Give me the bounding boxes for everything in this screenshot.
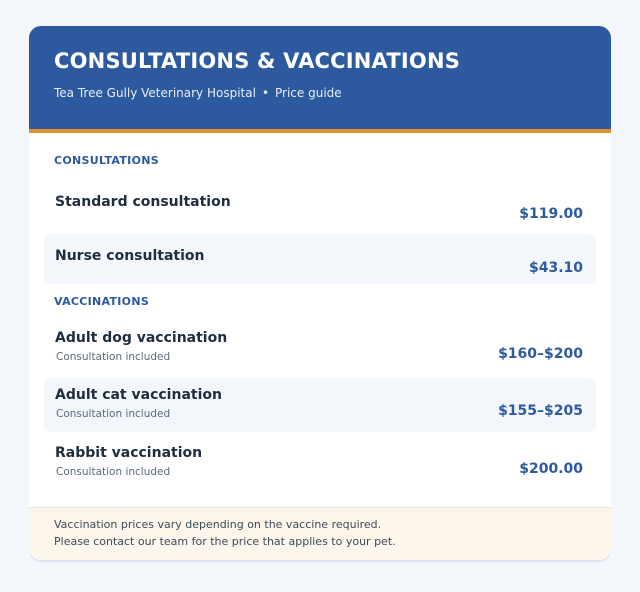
price-row-adult-cat-vaccination [44, 378, 596, 432]
guide-label: Price guide [275, 86, 342, 100]
hospital-name: Tea Tree Gully Veterinary Hospital [54, 86, 256, 100]
price-row-rabbit-vaccination [44, 436, 596, 490]
price-card [29, 26, 611, 560]
footer-line-1: Vaccination prices vary depending on the vaccine required. [54, 518, 382, 531]
card-header [29, 26, 611, 133]
subtitle [54, 85, 611, 101]
item-price: $155–$205 [498, 403, 583, 419]
price-row-nurse-consultation [44, 234, 596, 284]
item-name: Adult cat vaccination [55, 387, 222, 403]
page-title: CONSULTATIONS & VACCINATIONS [54, 49, 461, 73]
item-name: Rabbit vaccination [55, 445, 203, 461]
item-name: Standard consultation [55, 194, 231, 210]
separator-dot: • [261, 86, 270, 100]
item-note: Consultation included [56, 351, 171, 363]
section-consultations [29, 154, 611, 168]
item-price: $119.00 [519, 206, 583, 222]
item-price: $160–$200 [498, 346, 583, 362]
item-price: $200.00 [519, 461, 583, 477]
price-row-standard-consultation [44, 180, 596, 230]
section-vaccinations [29, 295, 611, 309]
section-heading: VACCINATIONS [54, 295, 150, 308]
item-name: Adult dog vaccination [55, 330, 228, 346]
footer-note [29, 507, 611, 560]
item-note: Consultation included [56, 466, 171, 478]
footer-line-2: Please contact our team for the price that applies to your pet. [54, 535, 396, 548]
item-price: $43.10 [528, 260, 583, 276]
item-note: Consultation included [56, 408, 171, 420]
section-heading: CONSULTATIONS [54, 154, 159, 167]
price-row-adult-dog-vaccination [44, 321, 596, 375]
item-name: Nurse consultation [55, 248, 205, 264]
